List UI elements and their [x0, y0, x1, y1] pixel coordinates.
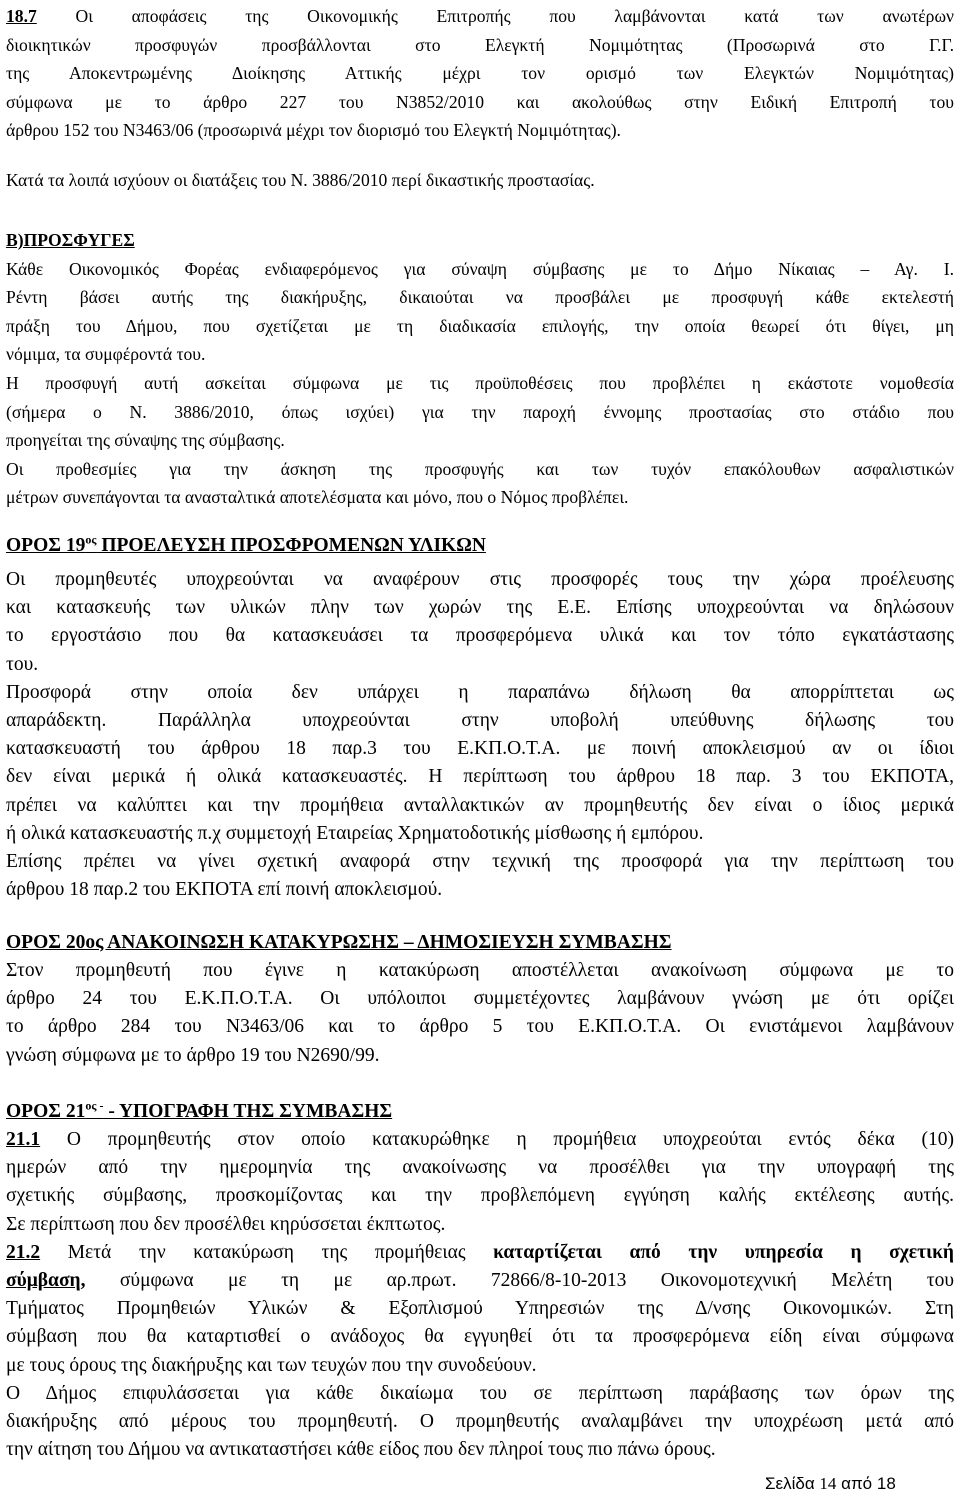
paragraph-line: διοικητικών προσφυγών προσβάλλονται στο Ελεγκτή Νομιμότητας (Προσωρινά στο Γ.Γ.: [6, 34, 954, 55]
footer-label: Σελίδα: [765, 1474, 815, 1493]
footer-of: από: [841, 1474, 873, 1493]
bold-text: καταρτίζεται από την υπηρεσία η σχετική: [493, 1241, 954, 1263]
paragraph-line: άρθρου 152 του Ν3463/06 (προσωρινά μέχρι τον διορισμό του Ελεγκτή Νομιμότητας).: [6, 120, 621, 141]
section-heading: [6, 1098, 954, 1126]
paragraph-line: (σήμερα ο Ν. 3886/2010, όπως ισχύει) για την παροχή έννομης προστασίας στο στάδιο που: [6, 401, 954, 422]
heading-text: ΟΡΟΣ 21: [6, 1101, 86, 1122]
paragraph-line: μέτρων συνεπάγονται τα ανασταλτικά αποτελέσματα και μόνο, που ο Νόμος προβλέπει.: [6, 487, 629, 508]
section-18-7: [6, 2, 954, 145]
heading-text: ΠΡΟΕΛΕΥΣΗ ΠΡΟΣΦΡΟΜΕΝΩΝ ΥΛΙΚΩΝ: [96, 535, 486, 556]
paragraph-line: δεν είναι μερικά ή ολικά κατασκευαστές. Η περίπτωση του άρθρου 18 παρ. 3 του ΕΚΠΟΤΑ,: [6, 766, 954, 788]
heading-superscript: ος -: [85, 1098, 104, 1113]
paragraph-line: Ο Δήμος επιφυλάσσεται για κάθε δικαίωμα του σε περίπτωση παράβασης των όρων της: [6, 1382, 954, 1404]
paragraph-line: γνώση σύμφωνα με το άρθρο 19 του Ν2690/99.: [6, 1044, 380, 1066]
bold-underlined-text: σύμβαση,: [6, 1270, 86, 1292]
paragraph-line: και κατασκευής των υλικών πλην των χωρών της Ε.Ε. Επίσης υποχρεούνται να δηλώσουν: [6, 597, 954, 619]
paragraph-line: με τους όρους της διακήρυξης και των τευχών που την συνοδεύουν.: [6, 1354, 537, 1376]
clause-number: 21.1: [6, 1129, 41, 1150]
paragraph-line: την αίτηση του Δήμου να αντικαταστήσει κάθε είδος που δεν πληροί τους πιο πάνω όρους.: [6, 1439, 716, 1461]
paragraph-line: το άρθρο 284 του Ν3463/06 και το άρθρο 5 του Ε.ΚΠ.Ο.Τ.Α. Οι ενιστάμενοι λαμβάνουν: [6, 1016, 954, 1038]
text-span: σύμφωνα με τη με αρ.πρωτ. 72866/8-10-2013 Οικονομοτεχνική Μελέτη του: [85, 1270, 954, 1292]
paragraph-line: σύμβαση που θα καταρτισθεί ο ανάδοχος θα εγγυηθεί ότι τα προσφερόμενα είδη είναι σύμφωνα: [6, 1326, 954, 1348]
paragraph-line: το εργοστάσιο που θα κατασκευάσει τα προσφερόμενα υλικά και τον τόπο εγκατάστασης: [6, 625, 954, 647]
paragraph-line: πρέπει να καλύπτει και την προμήθεια ανταλλακτικών αν προμηθευτής δεν είναι ο ίδιος μερικά: [6, 794, 954, 816]
paragraph-line: προηγείται της σύναψης της σύμβασης.: [6, 430, 285, 451]
paragraph-line: Σε περίπτωση που δεν προσέλθει κηρύσσεται έκπτωτος.: [6, 1213, 446, 1235]
paragraph-line: της Αποκεντρωμένης Διοίκησης Αττικής μέχρι τον ορισμό των Ελεγκτών Νομιμότητας): [6, 63, 954, 84]
paragraph-line: κατασκευαστή του άρθρου 18 παρ.3 του Ε.ΚΠ.Ο.Τ.Α. με ποινή αποκλεισμού αν οι ίδιοι: [6, 738, 954, 760]
paragraph-line: άρθρο 24 του Ε.Κ.Π.Ο.Τ.Α. Οι υπόλοιποι συμμετέχοντες λαμβάνουν γνώση με ότι ορίζει: [6, 988, 954, 1010]
footer-page-number: 14: [819, 1474, 837, 1493]
paragraph-line: ημερών από την ημερομηνία της ανακοίνωσης να προσέλθει για την υπογραφή της: [6, 1157, 954, 1179]
paragraph-line: [6, 1126, 954, 1154]
section-oros-21: [6, 1098, 954, 1464]
text-span: Οι αποφάσεις της Οικονομικής Επιτροπής που λαμβάνονται κατά των ανωτέρων: [36, 6, 954, 26]
section-heading: Β)ΠΡΟΣΦΥΓΕΣ: [6, 230, 135, 250]
text-span: Μετά την κατακύρωση της προμήθειας: [40, 1241, 494, 1263]
paragraph-line: σχετικής σύμβασης, προσκομίζοντας και την προβλεπόμενη εγγύηση καλής εκτέλεσης αυτής.: [6, 1185, 954, 1207]
section-oros-19: [6, 532, 954, 904]
paragraph-line: νόμιμα, τα συμφέροντά του.: [6, 344, 206, 365]
section-b: [6, 226, 954, 512]
heading-text: ΟΡΟΣ 19: [6, 535, 86, 556]
paragraph-line: απαράδεκτη. Παράλληλα υποχρεούνται στην υποβολή υπεύθυνης δήλωσης του: [6, 710, 954, 732]
paragraph-line: [6, 1267, 954, 1295]
paragraph-line: Προσφορά στην οποία δεν υπάρχει η παραπάνω δήλωση θα απορρίπτεται ως: [6, 681, 954, 703]
paragraph-line: διακήρυξης από μέρους του προμηθευτή. Ο προμηθευτής αναλαμβάνει την υποχρέωση μετά από: [6, 1411, 954, 1433]
paragraph-line: Στον προμηθευτή που έγινε η κατακύρωση αποστέλλεται ανακοίνωση σύμφωνα με το: [6, 960, 954, 981]
paragraph-line: Η προσφυγή αυτή ασκείται σύμφωνα με τις προϋποθέσεις που προβλέπει η εκάστοτε νομοθεσία: [6, 372, 954, 393]
paragraph-line: του.: [6, 653, 39, 675]
paragraph-line: Κάθε Οικονομικός Φορέας ενδιαφερόμενος για σύναψη σύμβασης με το Δήμο Νίκαιας – Αγ. Ι.: [6, 258, 954, 279]
paragraph-line: [6, 2, 954, 31]
heading-text: - ΥΠΟΓΡΑΦΗ ΤΗΣ ΣΥΜΒΑΣΗΣ: [103, 1101, 393, 1122]
section-oros-20: [6, 929, 954, 1070]
section-number: 18.7: [6, 6, 37, 26]
section-heading: [6, 532, 954, 560]
paragraph-line: Οι προμηθευτές υποχρεούνται να αναφέρουν στις προσφορές τους την χώρα προέλευσης: [6, 569, 954, 590]
paragraph-line: σύμφωνα με το άρθρο 227 του Ν3852/2010 και ακολούθως στην Ειδική Επιτροπή του: [6, 91, 954, 112]
section-heading: ΟΡΟΣ 20ος ΑΝΑΚΟΙΝΩΣΗ ΚΑΤΑΚΥΡΩΣΗΣ – ΔΗΜΟΣΙΕΥΣΗ ΣΥΜΒΑΣΗΣ: [6, 932, 672, 953]
clause-number: 21.2: [6, 1241, 41, 1263]
footer-total-pages: 18: [876, 1474, 896, 1493]
paragraph-line: Επίσης πρέπει να γίνει σχετική αναφορά στην τεχνική της προσφορά για την περίπτωση του: [6, 851, 954, 873]
paragraph-line: Τμήματος Προμηθειών Υλικών & Εξοπλισμού Υπηρεσιών της Δ/νσης Οικονομικών. Στη: [6, 1298, 954, 1320]
page-footer: [765, 1474, 896, 1494]
paragraph-line: Κατά τα λοιπά ισχύουν οι διατάξεις του Ν. 3886/2010 περί δικαστικής προστασίας.: [6, 170, 595, 190]
paragraph-line: Οι προθεσμίες για την άσκηση της προσφυγής και των τυχόν επακόλουθων ασφαλιστικών: [6, 458, 954, 479]
paragraph-line: πράξη του Δήμου, που σχετίζεται με τη διαδικασία επιλογής, την οποία θεωρεί ότι θίγει, μη: [6, 315, 954, 336]
heading-superscript: ος: [85, 532, 97, 547]
paragraph-line: ή ολικά κατασκευαστής π.χ συμμετοχή Εταιρείας Χρηματοδοτικής μίσθωσης ή εμπόρου.: [6, 822, 704, 844]
text-span: Ο προμηθευτής στον οποίο κατακυρώθηκε η προμήθεια υποχρεούται εντός δέκα (10): [40, 1129, 954, 1150]
paragraph-line: Ρέντη βάσει αυτής της διακήρυξης, δικαιούται να προσβάλει με προσφυγή κάθε εκτελεστή: [6, 287, 954, 308]
paragraph-line: [6, 1239, 954, 1267]
paragraph-line: άρθρου 18 παρ.2 του ΕΚΠΟΤΑ επί ποινή αποκλεισμού.: [6, 879, 443, 901]
